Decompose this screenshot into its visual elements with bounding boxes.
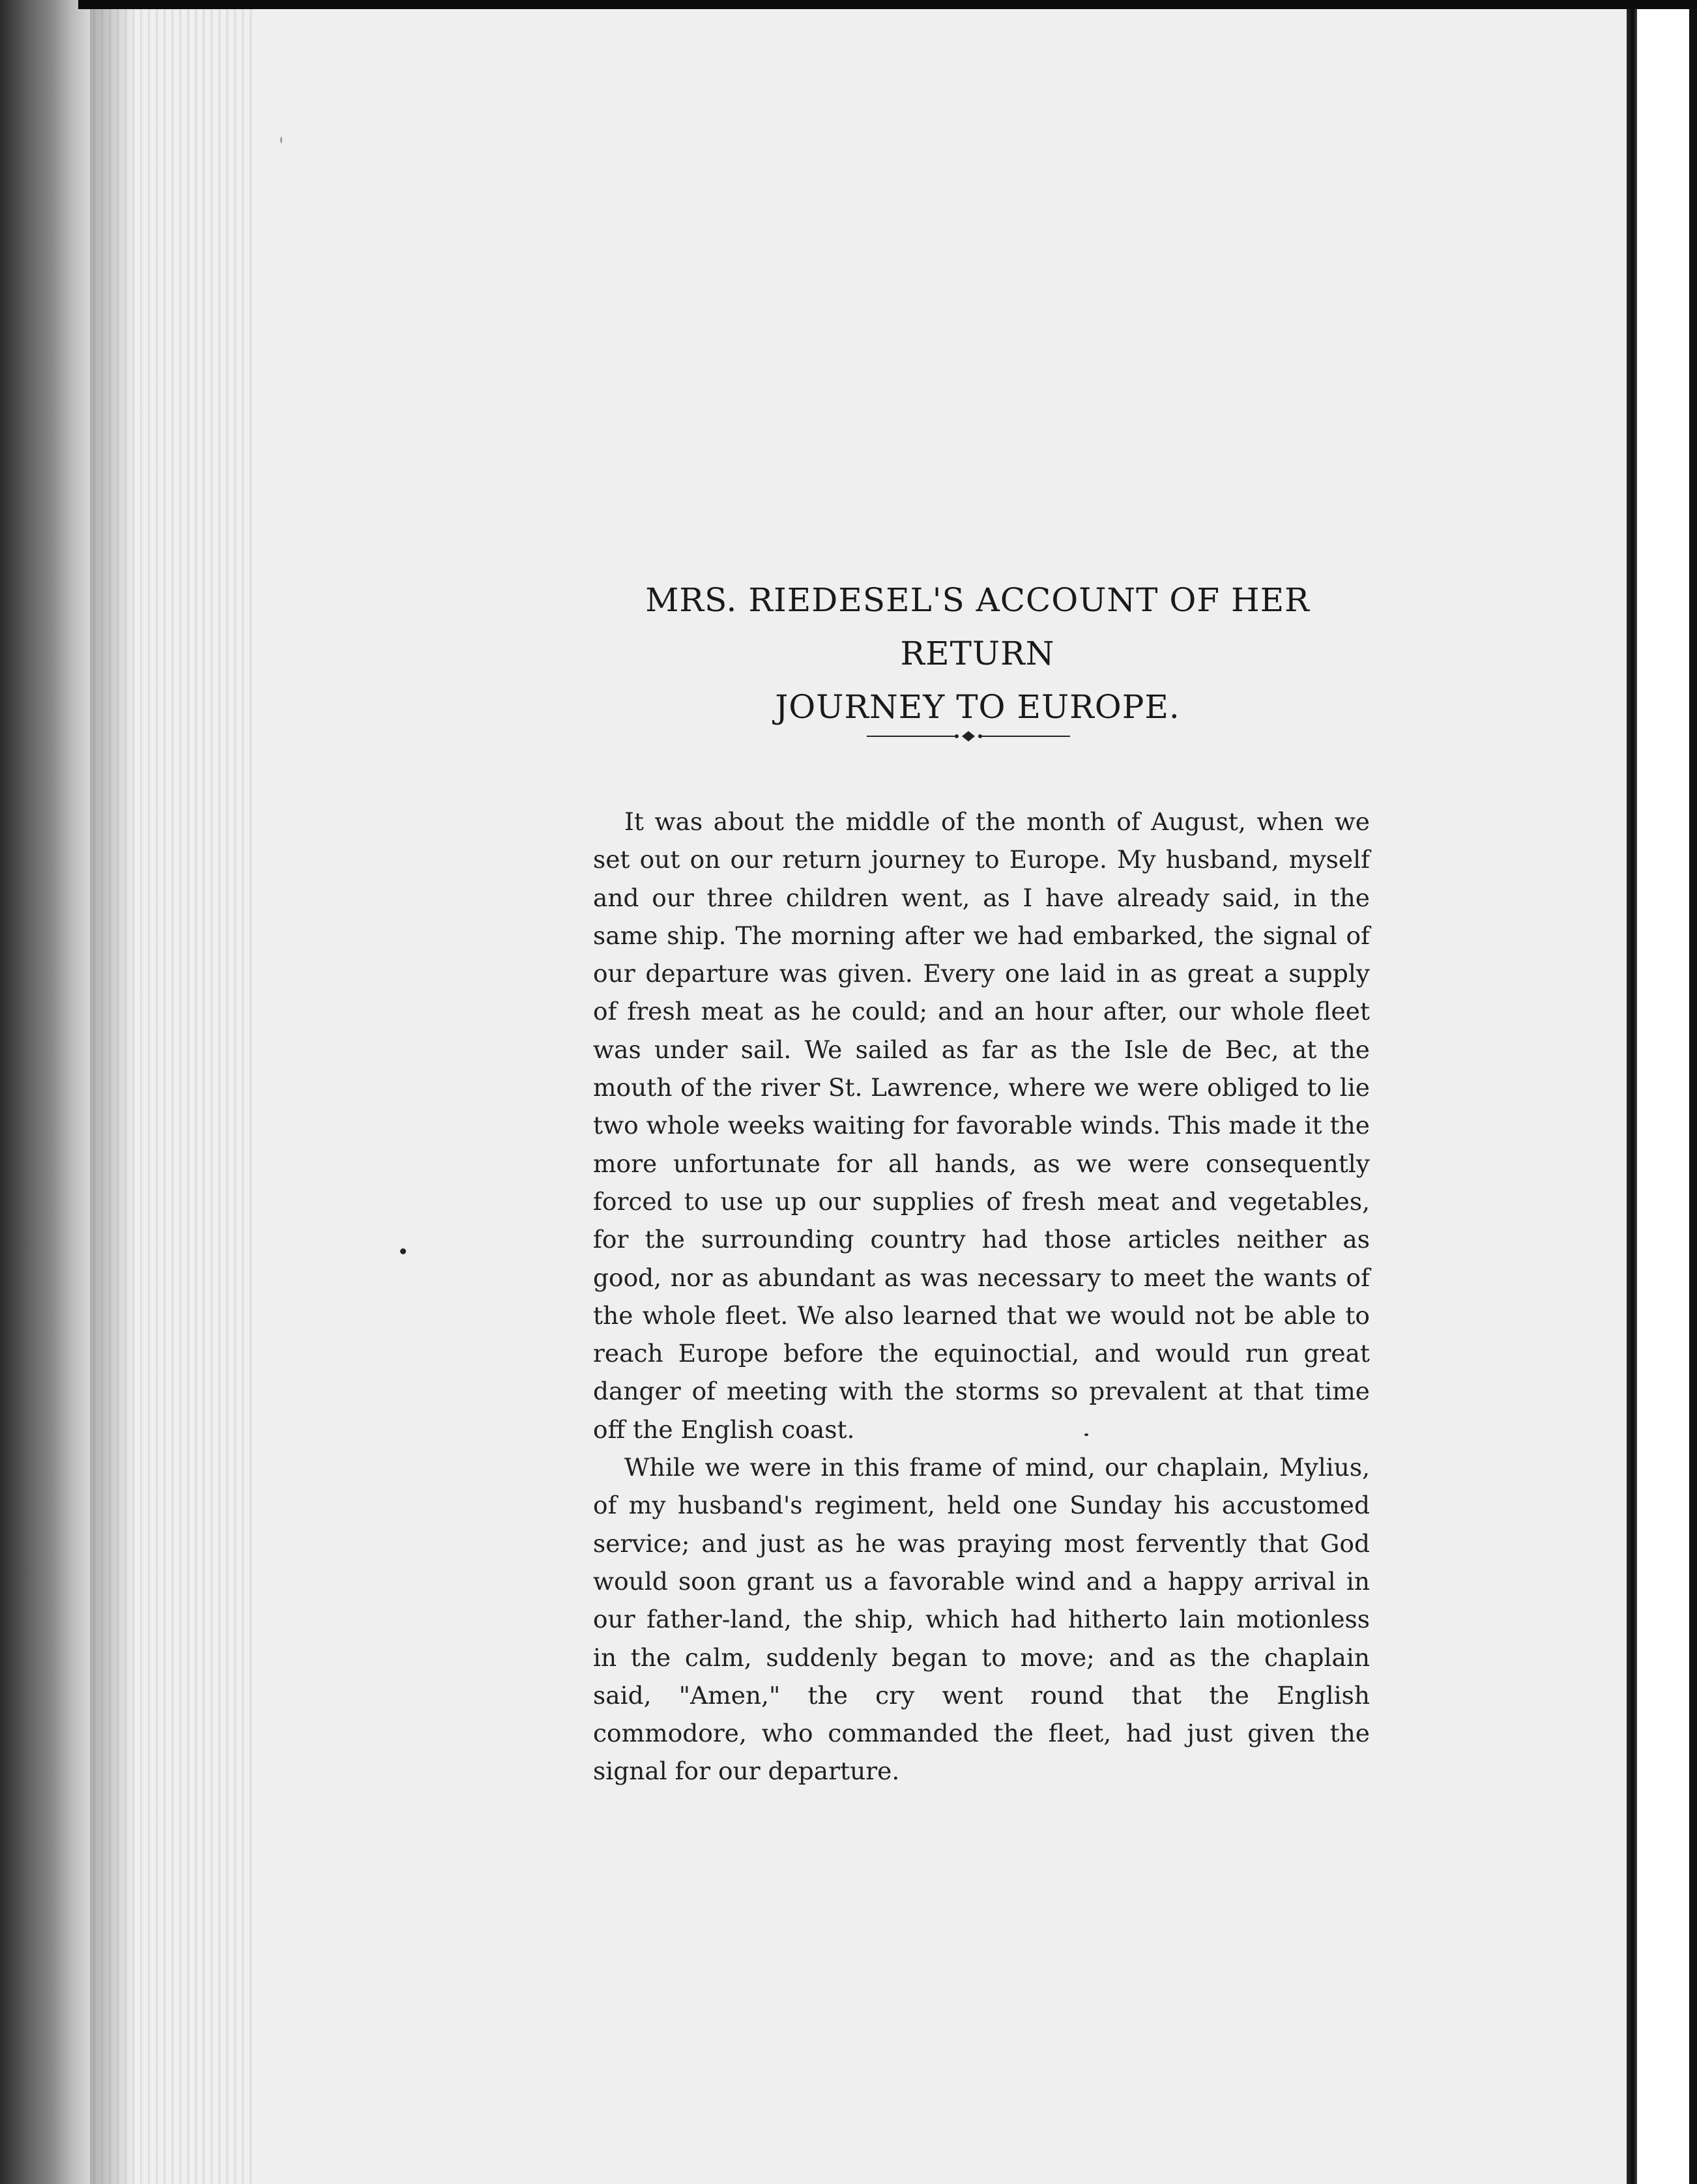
- margin-speck: [280, 137, 282, 143]
- chapter-title-line-2: JOURNEY TO EUROPE.: [775, 688, 1180, 726]
- margin-speck: [400, 1248, 406, 1254]
- paragraph: It was about the middle of the month of August, when we set out on our return journey to Europe. My husband, myself and our three children went, as I have already said, in the same ship. The morning after we had embarked, the signal of our departure was given. Every one laid in as great a supply of fresh meat as he could; and an hour after, our whole fleet was under sail. We sailed as far as the Isle de Bec, at the mouth of the river St. Lawrence, where we were obliged to lie two whole weeks waiting for favorable winds. This made it the more unfortunate for all hands, as we were consequently forced to use up our supplies of fresh meat and vegetables, for the surrounding country had those articles neither as good, nor as abundant as was necessary to meet the wants of the whole fleet. We also learned that we would not be able to reach Europe before the equinoctial, and would run great danger of meeting with the storms so prevalent at that time off the English coast.: [593, 807, 1370, 1444]
- chapter-title-line-1: MRS. RIEDESEL'S ACCOUNT OF HER RETURN: [645, 581, 1310, 672]
- scan-top-border: [78, 0, 1697, 9]
- book-gutter: [1627, 9, 1637, 2184]
- divider-ornament-icon: [867, 728, 1070, 744]
- book-left-edge: [0, 0, 90, 2184]
- body-text: [593, 803, 1370, 1790]
- page-stack-shadow: [90, 9, 136, 2184]
- facing-page-sliver: [1637, 9, 1697, 2184]
- chapter-title: [587, 573, 1369, 734]
- paragraph: While we were in this frame of mind, our chaplain, Mylius, of my husband's regiment, held one Sunday his accustomed service; and just as he was praying most fervently that God would soon grant us a favorable wind and a happy arrival in our father-land, the ship, which had hitherto lain motionless in the calm, suddenly began to move; and as the chaplain said, "Amen," the cry went round that the English commodore, who commanded the fleet, had just given the signal for our departure.: [593, 1453, 1370, 1786]
- scan-right-border: [1689, 0, 1697, 2184]
